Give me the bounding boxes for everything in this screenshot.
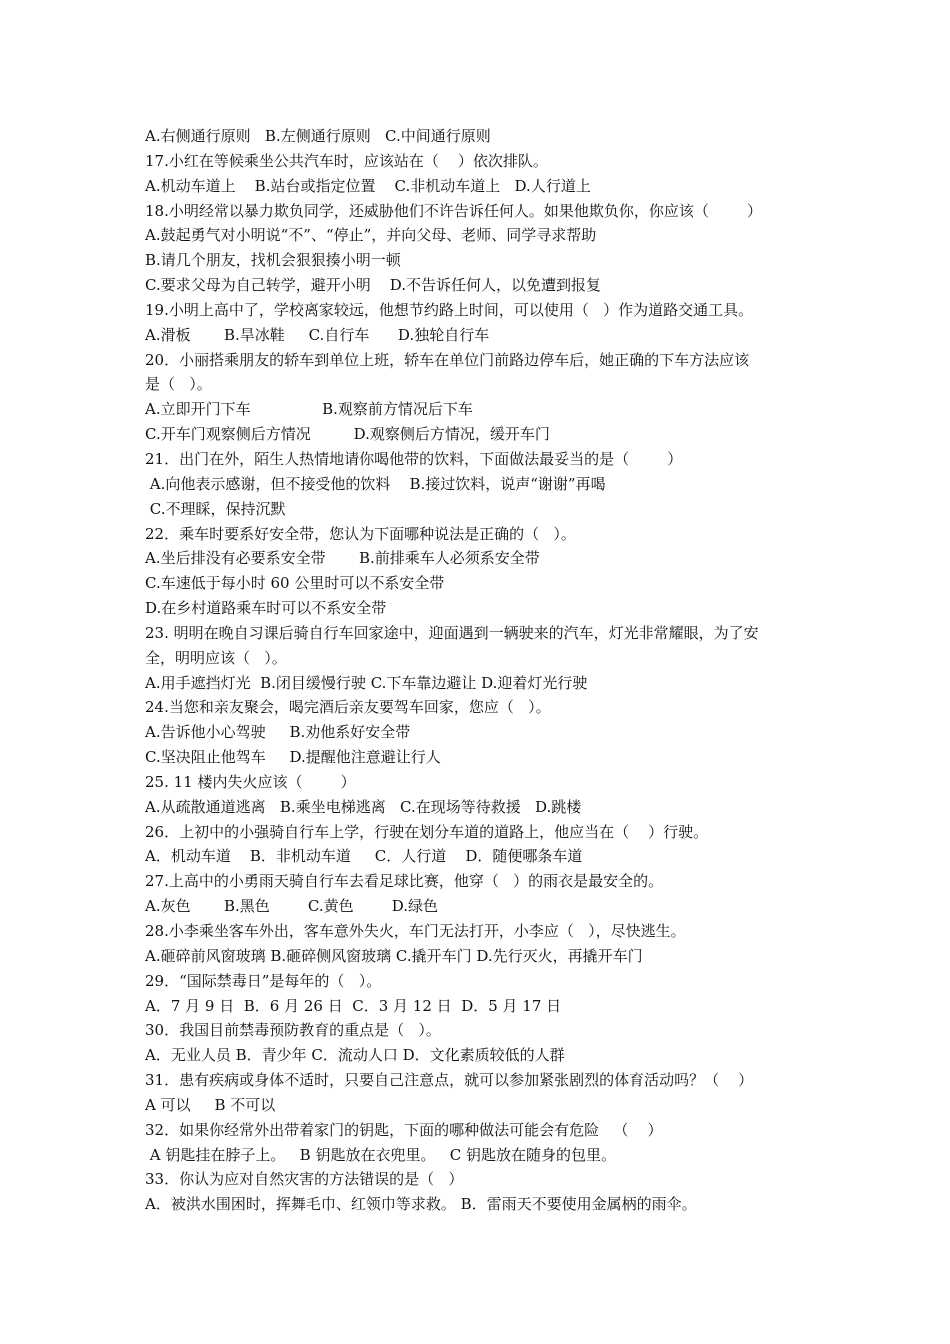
question-23: 23. 明明在晚自习课后骑自行车回家途中，迎面遇到一辆驶来的汽车，灯光非常耀眼，为了安 [145, 623, 759, 642]
options-28: A.砸碎前风窗玻璃 B.砸碎侧风窗玻璃 C.撬开车门 D.先行灭火，再撬开车门 [145, 946, 643, 965]
options-24ab: A.告诉他小心驾驶 B.劝他系好安全带 [145, 723, 411, 742]
options-22ab: A.坐后排没有必要系安全带 B.前排乘车人必须系安全带 [145, 549, 540, 568]
question-17: 17.小红在等候乘坐公共汽车时，应该站在（ ）依次排队。 [145, 151, 548, 170]
options-33: A．被洪水围困时，挥舞毛巾、红领巾等求救。 B．雷雨天不要使用金属柄的雨伞。 [145, 1195, 697, 1214]
question-30: 30．我国目前禁毒预防教育的重点是（ ）。 [145, 1021, 441, 1040]
question-26: 26．上初中的小强骑自行车上学，行驶在划分车道的道路上，他应当在（ ）行驶。 [145, 822, 709, 841]
question-32: 32．如果你经常外出带着家门的钥匙，下面的哪种做法可能会有危险 （ ） [145, 1120, 663, 1139]
question-29: 29．“国际禁毒日”是每年的（ ）。 [145, 971, 382, 990]
question-27: 27.上高中的小勇雨天骑自行车去看足球比赛，他穿（ ）的雨衣是最安全的。 [145, 872, 664, 891]
options-20cd: C.开车门观察侧后方情况 D.观察侧后方情况，缓开车门 [145, 425, 550, 444]
options-23: A.用手遮挡灯光 B.闭目缓慢行驶 C.下车靠边避让 D.迎着灯光行驶 [145, 673, 588, 692]
option-18cd: C.要求父母为自己转学，避开小明 D.不告诉任何人，以免遭到报复 [145, 276, 602, 295]
options-30: A．无业人员 B．青少年 C．流动人口 D．文化素质较低的人群 [145, 1046, 565, 1065]
options-17: A.机动车道上 B.站台或指定位置 C.非机动车道上 D.人行道上 [145, 176, 591, 195]
options-21ab: A.向他表示感谢，但不接受他的饮料 B.接过饮料，说声“谢谢”再喝 [145, 474, 606, 493]
options-26: A．机动车道 B．非机动车道 C．人行道 D．随便哪条车道 [145, 847, 583, 866]
question-23-cont: 全，明明应该（ ）。 [145, 648, 287, 667]
question-28: 28.小李乘坐客车外出，客车意外失火，车门无法打开，小李应（ ），尽快逃生。 [145, 922, 686, 940]
question-21: 21．出门在外，陌生人热情地请你喝他带的饮料，下面做法最妥当的是（ ） [145, 449, 683, 468]
options-25: A.从疏散通道逃离 B.乘坐电梯逃离 C.在现场等待救援 D.跳楼 [145, 797, 582, 816]
question-19: 19.小明上高中了，学校离家较远，他想节约路上时间，可以使用（ ）作为道路交通工具。 [145, 300, 754, 319]
question-24: 24.当您和亲友聚会，喝完酒后亲友要驾车回家，您应（ ）。 [145, 698, 551, 717]
question-33: 33．你认为应对自然灾害的方法错误的是（ ） [145, 1170, 464, 1189]
option-22d: D.在乡村道路乘车时可以不系安全带 [145, 599, 387, 618]
question-18: 18.小明经常以暴力欺负同学，还威胁他们不许告诉任何人。如果他欺负你，你应该（ ） [145, 201, 763, 220]
document-page [145, 124, 825, 1217]
option-18a: A.鼓起勇气对小明说“不”、“停止”，并向父母、老师、同学寻求帮助 [145, 226, 597, 245]
options-19: A.滑板 B.旱冰鞋 C.自行车 D.独轮自行车 [145, 325, 490, 344]
question-20: 20．小丽搭乘朋友的轿车到单位上班，轿车在单位门前路边停车后，她正确的下车方法应该 [145, 350, 750, 369]
question-25: 25. 11 楼内失火应该（ ） [145, 772, 356, 791]
question-20-cont: 是（ ）。 [145, 375, 212, 394]
option-18b: B.请几个朋友，找机会狠狠揍小明一顿 [145, 251, 401, 270]
options-20ab: A.立即开门下车 B.观察前方情况后下车 [145, 400, 473, 419]
question-31: 31．患有疾病或身体不适时，只要自己注意点，就可以参加紧张剧烈的体育活动吗？（ ） [145, 1071, 754, 1090]
options-32: A 钥匙挂在脖子上。 B 钥匙放在衣兜里。 C 钥匙放在随身的包里。 [145, 1145, 617, 1164]
question-22: 22．乘车时要系好安全带，您认为下面哪种说法是正确的（ ）。 [145, 524, 576, 543]
options-27: A.灰色 B.黑色 C.黄色 D.绿色 [145, 897, 439, 916]
option-21c: C.不理睬，保持沉默 [145, 499, 286, 518]
option-22c: C.车速低于每小时 60 公里时可以不系安全带 [145, 574, 445, 593]
text-line: A.右侧通行原则 B.左侧通行原则 C.中间通行原则 [145, 127, 491, 145]
options-24cd: C.坚决阻止他驾车 D.提醒他注意避让行人 [145, 748, 441, 767]
options-29: A．7 月 9 日 B．6 月 26 日 C．3 月 12 日 D．5 月 17 日 [145, 996, 562, 1015]
options-31: A 可以 B 不可以 [145, 1095, 276, 1114]
